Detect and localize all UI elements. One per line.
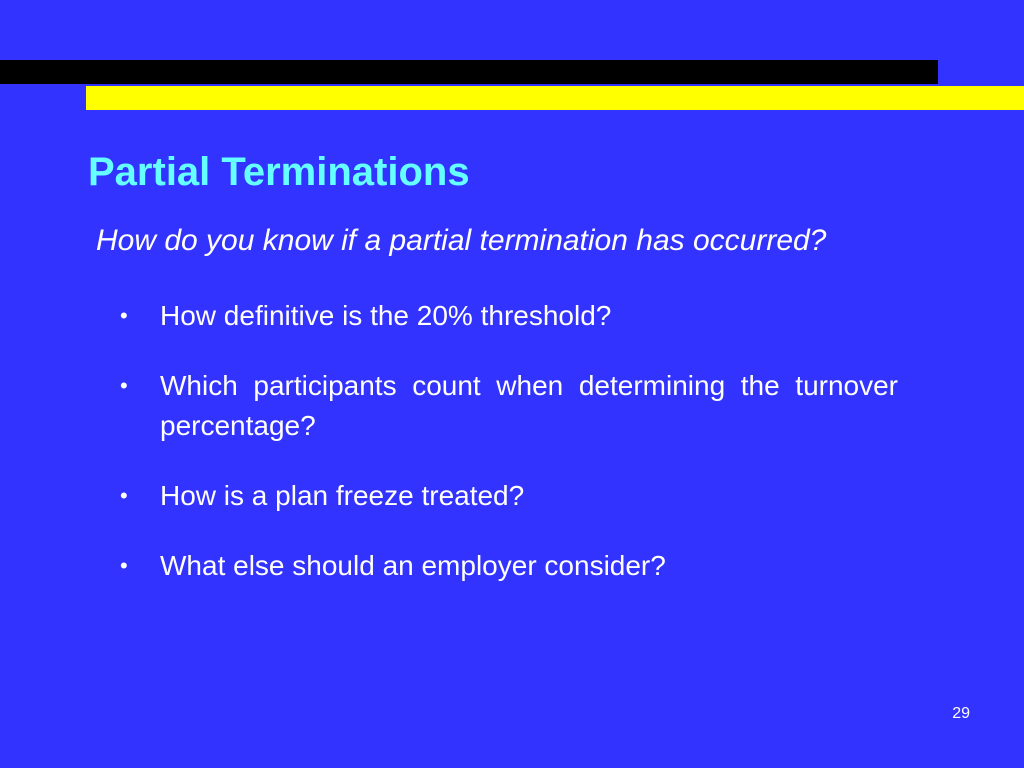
bullet-text: How definitive is the 20% threshold? (160, 300, 612, 331)
slide-title: Partial Terminations (88, 150, 470, 194)
top-black-bar (0, 60, 938, 84)
bullet-item (118, 296, 898, 336)
bullet-icon: • (120, 373, 128, 398)
bullet-item (118, 546, 898, 586)
top-yellow-bar (86, 86, 1024, 110)
bullet-text: How is a plan freeze treated? (160, 480, 525, 511)
bullet-item (118, 366, 898, 446)
slide-subtitle: How do you know if a partial termination has occurred? (96, 224, 827, 257)
bullet-list (118, 296, 898, 616)
bullet-item (118, 476, 898, 516)
bullet-text: What else should an employer consider? (160, 550, 666, 581)
bullet-icon: • (120, 483, 128, 508)
page-number: 29 (952, 705, 970, 722)
bullet-icon: • (120, 553, 128, 578)
bullet-text: Which participants count when determining the turnover percentage? (160, 370, 898, 441)
bullet-icon: • (120, 303, 128, 328)
